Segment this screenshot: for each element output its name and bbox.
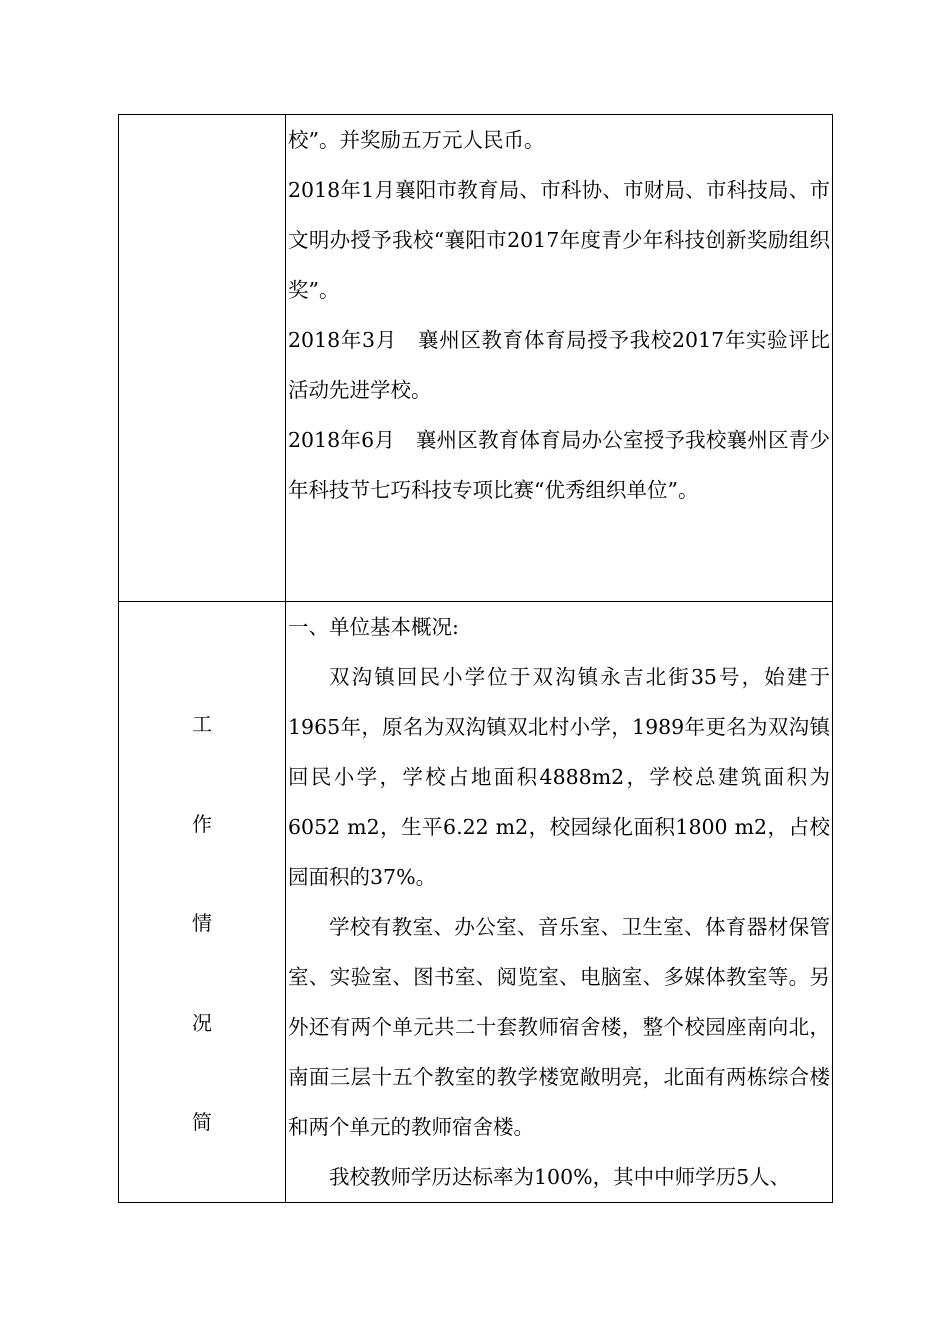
award-paragraph: 校”。并奖励五万元人民币。	[288, 128, 545, 152]
work-paragraph: 学校有教室、办公室、音乐室、卫生室、体育器材保管室、实验室、图书室、阅览室、电脑室、多媒体教室等。另外还有两个单元共二十套教师宿舍楼，整个校园座南向北，南面三层十五个教室的教学楼宽敞明亮，北面有两栋综合楼和两个单元的教师宿舍楼。	[288, 915, 830, 1139]
award-paragraph: 2018年1月襄阳市教育局、市科协、市财局、市科技局、市文明办授予我校“襄阳市2017年度青少年科技创新奖励组织奖”。	[288, 178, 830, 302]
award-paragraph: 2018年3月 襄州区教育体育局授予我校2017年实验评比活动先进学校。	[288, 328, 830, 402]
awards-content	[286, 115, 832, 515]
work-label-char: 作	[192, 812, 212, 836]
info-table	[118, 114, 833, 1203]
awards-label-cell	[119, 115, 286, 602]
work-label-cell	[119, 602, 286, 1203]
awards-content-cell	[286, 115, 833, 602]
work-paragraph: 双沟镇回民小学位于双沟镇永吉北街35号，始建于1965年，原名为双沟镇双北村小学，1989年更名为双沟镇回民小学，学校占地面积4888m2，学校总建筑面积为6052 m2，生平6.22 m2，校园绿化面积1800 m2，占校园面积的37%。	[288, 665, 830, 889]
work-heading: 一、单位基本概况:	[288, 615, 459, 639]
work-content-cell	[286, 602, 833, 1203]
awards-row	[119, 115, 833, 602]
work-row	[119, 602, 833, 1203]
work-label-char: 况	[192, 1011, 212, 1035]
work-label-char: 工	[192, 712, 212, 736]
work-label-char: 情	[192, 911, 212, 935]
award-paragraph: 2018年6月 襄州区教育体育局办公室授予我校襄州区青少年科技节七巧科技专项比赛“优秀组织单位”。	[288, 428, 830, 502]
work-label-char: 简	[192, 1110, 212, 1134]
work-paragraph: 我校教师学历达标率为100%，其中中师学历5人、	[329, 1165, 791, 1189]
work-content	[286, 602, 832, 1202]
